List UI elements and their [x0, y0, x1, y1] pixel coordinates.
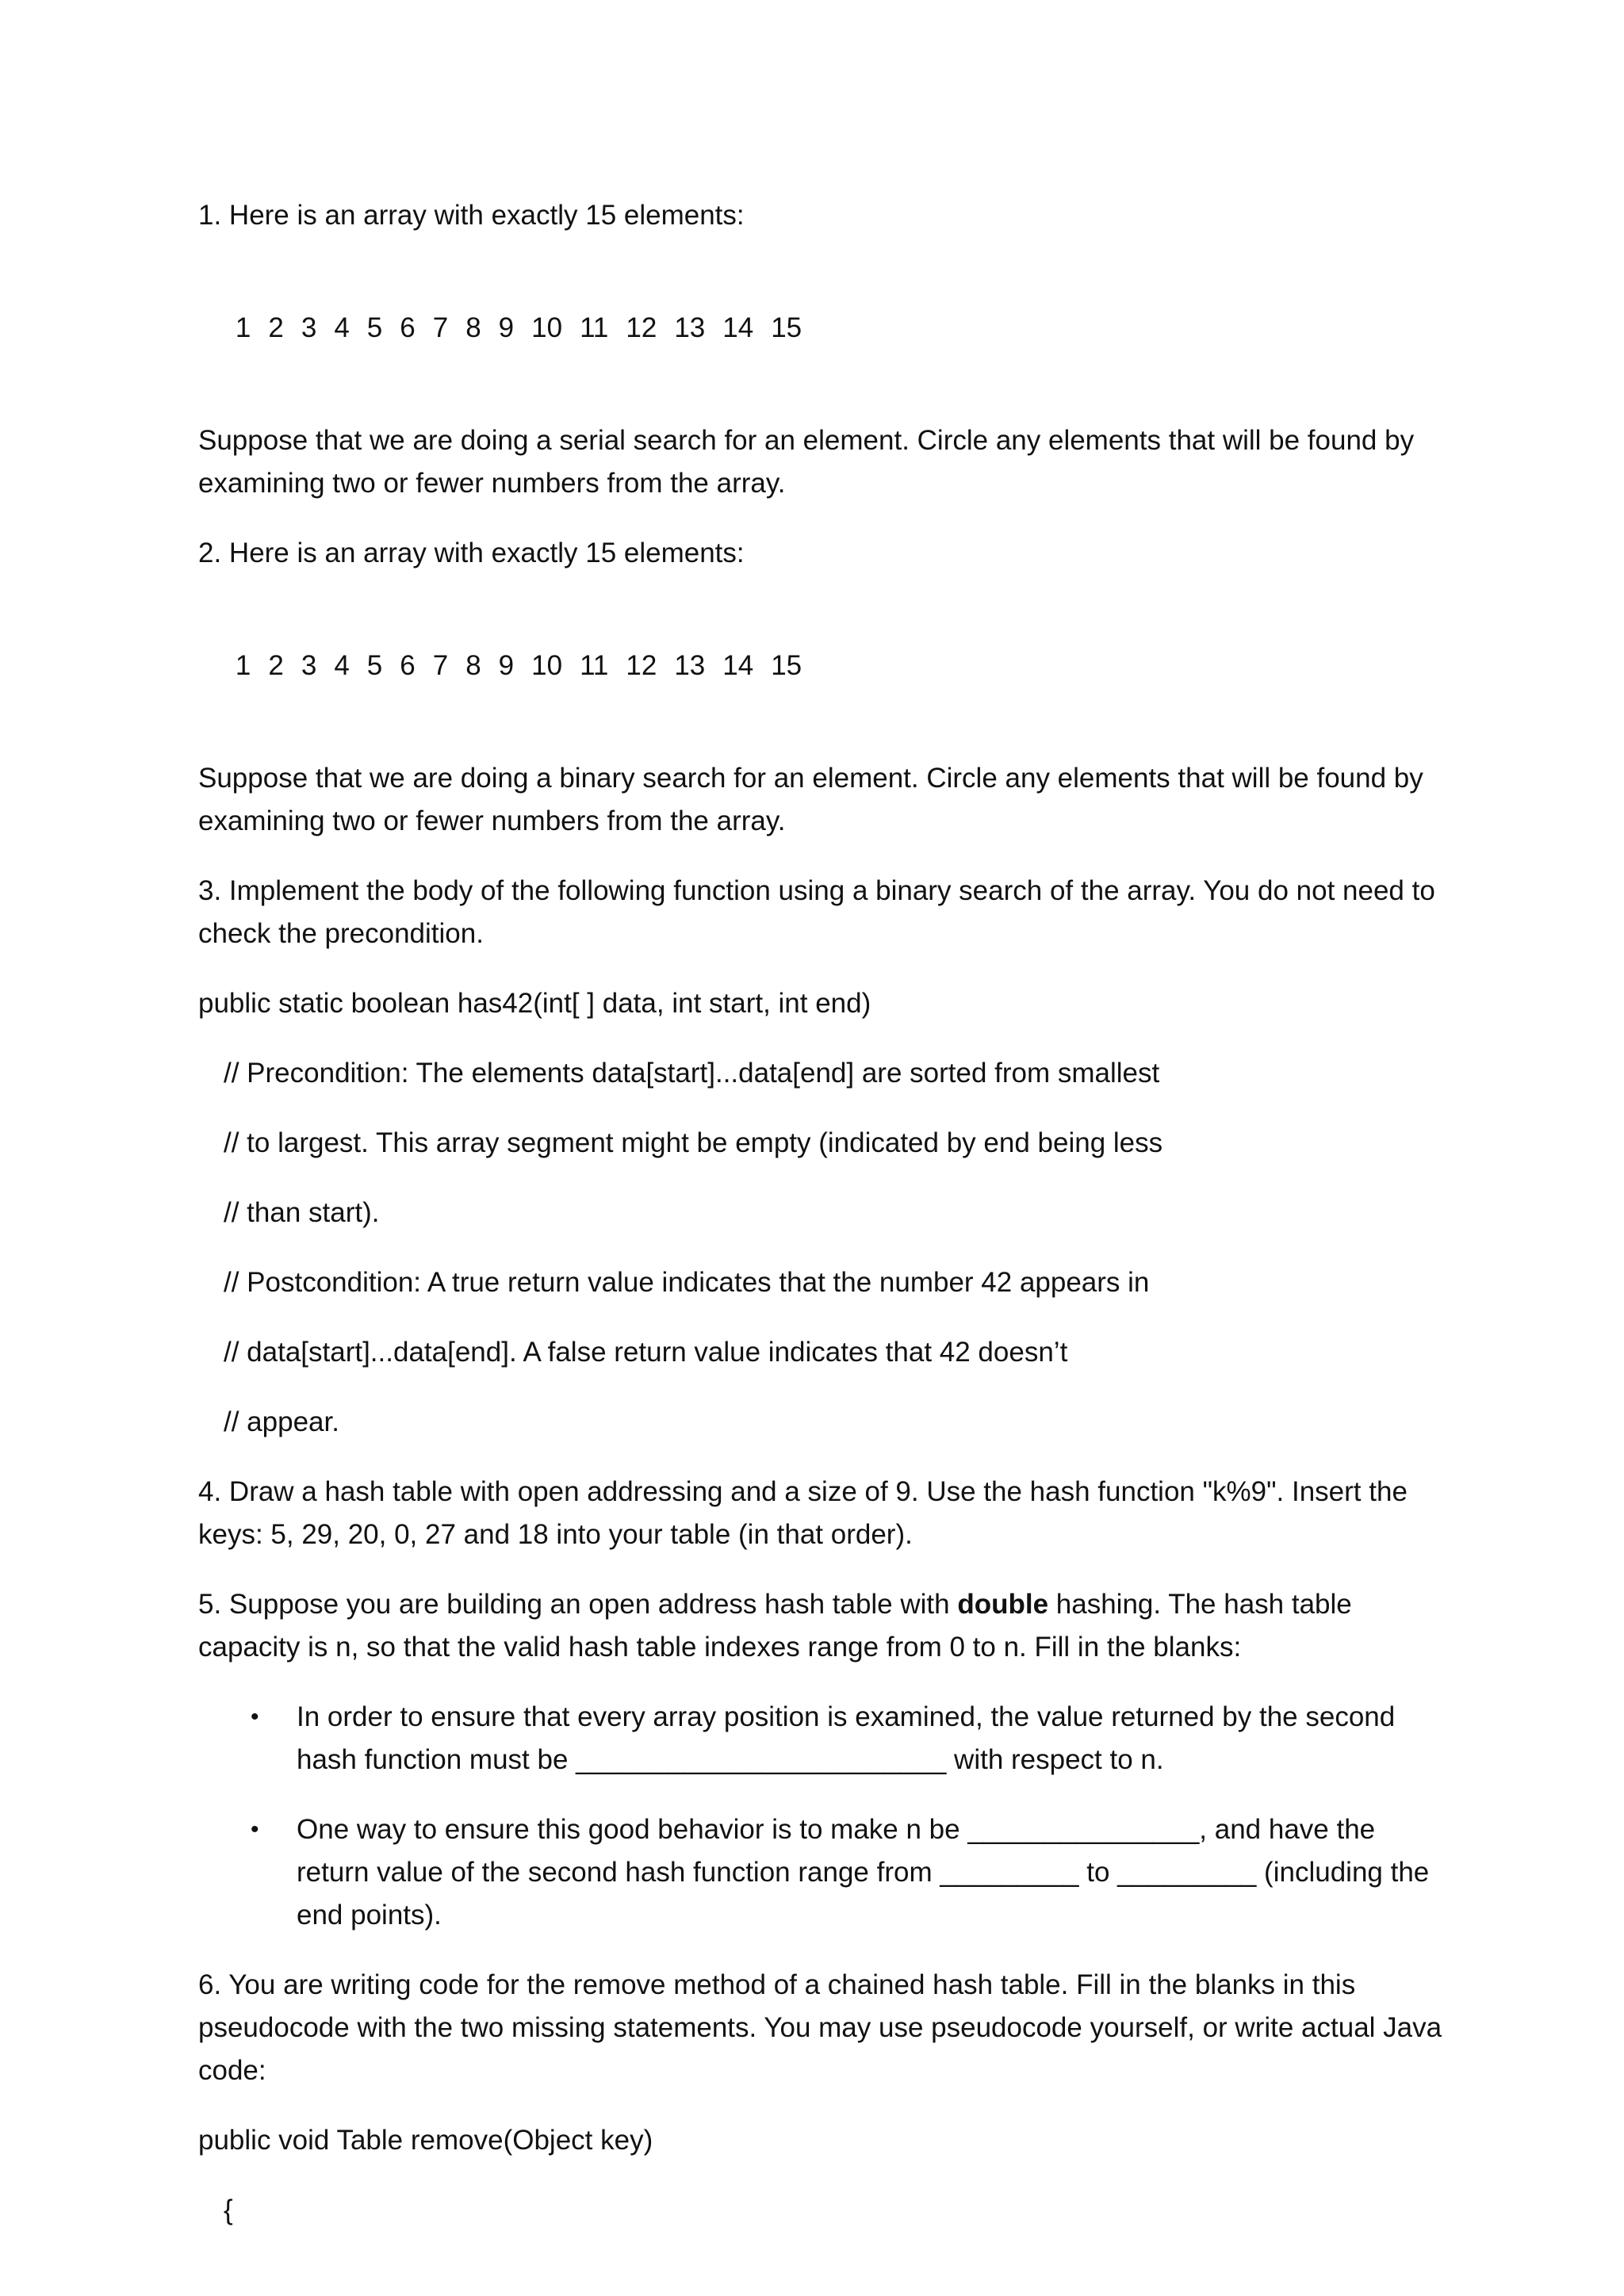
q3-comment-line: // data[start]...data[end]. A false return value indicates that 42 doesn’t	[224, 1337, 1068, 1368]
array-element: 15	[771, 650, 802, 681]
array-element: 5	[366, 650, 383, 681]
array-element: 9	[498, 650, 515, 681]
array-element: 10	[531, 650, 563, 681]
q1-intro: 1. Here is an array with exactly 15 elements:	[198, 200, 745, 231]
q2-intro: 2. Here is an array with exactly 15 elements:	[198, 538, 745, 568]
q4-text: 4. Draw a hash table with open addressing and a size of 9. Use the hash function "k%9". Insert the keys: 5, 29, 20, 0, 27 and 18 into your table (in that order).	[198, 1476, 1408, 1550]
array-element: 7	[432, 312, 449, 343]
q2-text: Suppose that we are doing a binary search for an element. Circle any elements that will be found by examining two or fewer numbers from the array.	[198, 763, 1423, 836]
document-page	[198, 194, 1443, 2232]
array-element: 4	[334, 312, 350, 343]
q5-text-bold: double	[957, 1589, 1049, 1620]
q3-comment-line: // to largest. This array segment might be empty (indicated by end being less	[224, 1127, 1163, 1158]
array-element: 10	[531, 312, 563, 343]
array-element: 9	[498, 312, 515, 343]
q5-bullet-item	[198, 1808, 1443, 1937]
q6-open-brace: {	[224, 2195, 233, 2225]
q3-comment-line: // Precondition: The elements data[start]...data[end] are sorted from smallest	[224, 1058, 1160, 1089]
array-element: 1	[235, 650, 251, 681]
q5-text-before: 5. Suppose you are building an open address hash table with	[198, 1589, 958, 1620]
q5-bullet-item	[198, 1696, 1443, 1781]
q3-text: 3. Implement the body of the following function using a binary search of the array. You do not need to check the precondition.	[198, 875, 1435, 949]
q3-comment-line: // than start).	[224, 1197, 380, 1228]
array-element: 14	[722, 312, 754, 343]
array-element: 2	[268, 312, 284, 343]
q5-bullet-text: In order to ensure that every array position is examined, the value returned by the second hash function must be ________________________ with respect to n.	[297, 1701, 1396, 1775]
bullet-icon: •	[251, 1816, 259, 1843]
array-element: 11	[580, 650, 609, 681]
array-element: 4	[334, 650, 350, 681]
q2-array-row	[198, 602, 1443, 730]
array-element: 12	[626, 650, 657, 681]
array-element: 7	[432, 650, 449, 681]
array-element: 3	[301, 650, 317, 681]
array-element: 5	[366, 312, 383, 343]
array-element: 13	[674, 650, 706, 681]
array-element: 11	[580, 312, 609, 343]
array-element: 2	[268, 650, 284, 681]
q5-bullet-list	[198, 1696, 1443, 1937]
q5-text-after: hashing. The hash table capacity is n, so that the valid hash table indexes range from 0 to n. Fill in the blanks:	[198, 1589, 1352, 1663]
array-element: 12	[626, 312, 657, 343]
q6-text: 6. You are writing code for the remove method of a chained hash table. Fill in the blanks in this pseudocode with the two missing statements. You may use pseudocode yourself, or write actual Java code:	[198, 1969, 1442, 2086]
q6-signature: public void Table remove(Object key)	[198, 2125, 653, 2156]
bullet-icon: •	[251, 1704, 259, 1730]
array-element: 1	[235, 312, 251, 343]
array-element: 8	[465, 312, 481, 343]
q1-array-row	[198, 264, 1443, 392]
array-element: 15	[771, 312, 802, 343]
array-element: 13	[674, 312, 706, 343]
array-element: 14	[722, 650, 754, 681]
q3-signature: public static boolean has42(int[ ] data, int start, int end)	[198, 988, 871, 1019]
q1-text: Suppose that we are doing a serial search for an element. Circle any elements that will be found by examining two or fewer numbers from the array.	[198, 425, 1415, 499]
q5-bullet-text: One way to ensure this good behavior is to make n be _______________, and have the return value of the second hash function range from _________ to _________ (including the end points).	[297, 1814, 1430, 1931]
array-element: 3	[301, 312, 317, 343]
q3-comment-line: // Postcondition: A true return value indicates that the number 42 appears in	[224, 1267, 1150, 1298]
q5-text	[198, 1583, 1443, 1669]
array-element: 6	[400, 312, 416, 343]
array-element: 8	[465, 650, 481, 681]
array-element: 6	[400, 650, 416, 681]
q3-comment-line: // appear.	[224, 1406, 339, 1437]
